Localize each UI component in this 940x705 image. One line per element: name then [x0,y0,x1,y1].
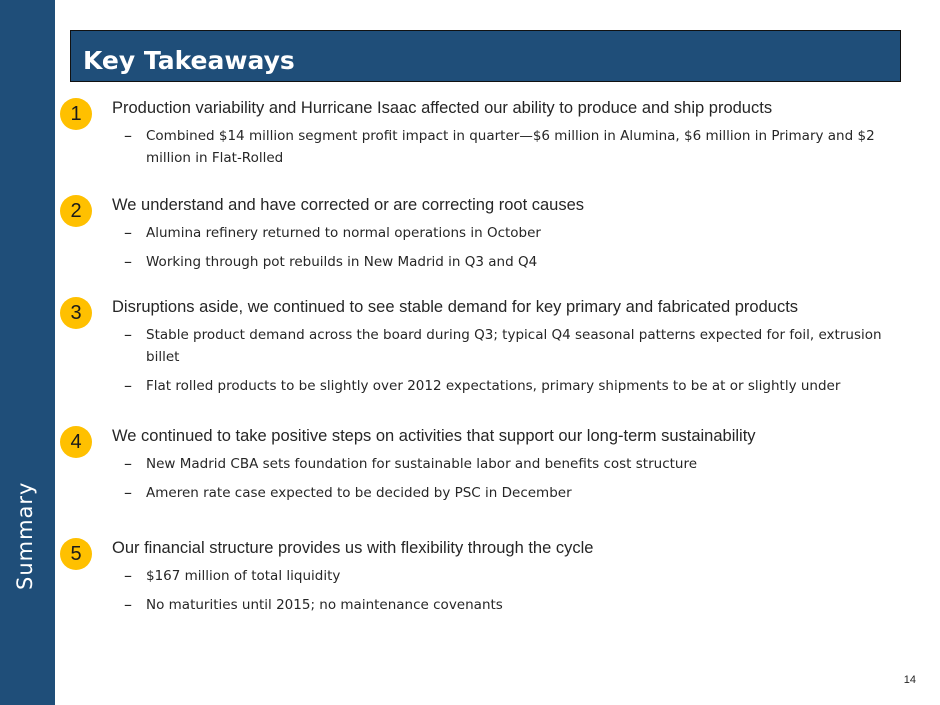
list-item: – Flat rolled products to be slightly over 2012 expectations, primary shipments to be at or slightly under [124,376,841,395]
number-badge: 3 [60,297,92,329]
list-item: – Stable product demand across the board during Q3; typical Q4 seasonal patterns expected for foil, extrusion billet [124,325,882,365]
list-item: – Working through pot rebuilds in New Madrid in Q3 and Q4 [124,252,538,271]
title-bar [70,30,901,82]
dash-icon: – [124,566,132,585]
sidebar-label: Summary [13,481,37,590]
list-item: – No maturities until 2015; no maintenance covenants [124,595,503,614]
dash-icon: – [124,376,132,395]
dash-icon: – [124,223,132,242]
dash-icon: – [124,252,132,271]
list-item: – Ameren rate case expected to be decided by PSC in December [124,483,572,502]
dash-icon: – [124,126,132,145]
takeaway-heading: Disruptions aside, we continued to see stable demand for key primary and fabricated products [112,298,799,316]
number-badge: 2 [60,195,92,227]
dash-icon: – [124,595,132,614]
list-item: – New Madrid CBA sets foundation for sustainable labor and benefits cost structure [124,454,698,473]
takeaway-heading: We continued to take positive steps on activities that support our long-term sustainability [112,427,756,445]
list-item: – Alumina refinery returned to normal operations in October [124,223,541,242]
number-badge: 1 [60,98,92,130]
takeaway-heading: Production variability and Hurricane Isaac affected our ability to produce and ship products [112,99,773,117]
page-number: 14 [903,674,916,686]
number-badge: 4 [60,426,92,458]
takeaway-heading: Our financial structure provides us with flexibility through the cycle [112,539,594,557]
dash-icon: – [124,454,132,473]
takeaway-heading: We understand and have corrected or are correcting root causes [112,196,585,214]
sidebar [0,0,55,705]
dash-icon: – [124,483,132,502]
page-title: Key Takeaways [83,46,295,75]
dash-icon: – [124,325,132,344]
list-item: – $167 million of total liquidity [124,566,341,585]
number-badge: 5 [60,538,92,570]
list-item: – Combined $14 million segment profit impact in quarter—$6 million in Alumina, $6 million in Primary and $2 million in Flat-Rolled [124,126,875,166]
